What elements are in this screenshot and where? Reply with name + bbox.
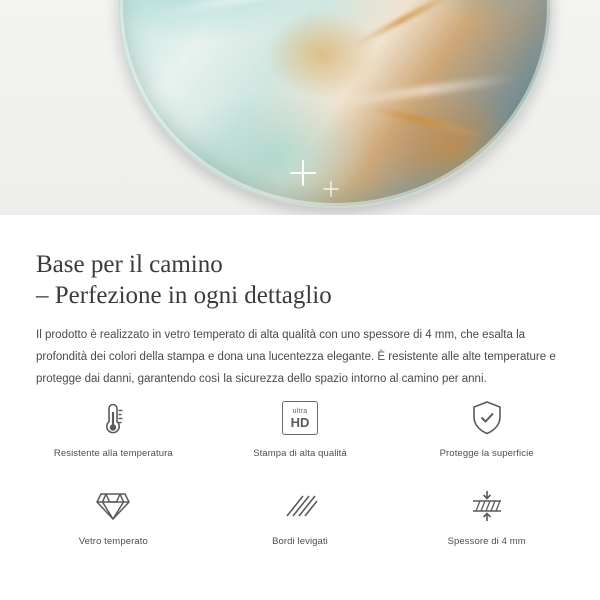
glass-plate-product-image: [118, 0, 552, 208]
feature-item-surface-protection: [393, 396, 580, 472]
feature-label: Protegge la superficie: [439, 448, 534, 459]
feature-label: Spessore di 4 mm: [447, 536, 526, 547]
feature-item-thickness: [393, 484, 580, 560]
thickness-arrows-icon: [467, 484, 507, 528]
diamond-icon: [93, 484, 133, 528]
footer-spacer: [0, 578, 600, 600]
ultra-hd-icon: [282, 396, 318, 440]
feature-item-tempered-glass: [20, 484, 207, 560]
ultra-hd-badge-bottom: HD: [290, 414, 310, 430]
feature-label: Resistente alla temperatura: [53, 448, 173, 459]
feature-label: Stampa di alta qualità: [253, 448, 347, 459]
ultra-hd-badge-top: ultra: [292, 407, 308, 415]
headline-line-1: Base per il camino: [36, 250, 223, 278]
feature-label: Bordi levigati: [272, 536, 328, 547]
thermometer-icon: [96, 396, 130, 440]
feature-item-polished-edges: [207, 484, 394, 560]
headline-line-2: – Perfezione in ogni dettaglio: [36, 281, 332, 309]
hero-image: [0, 0, 600, 215]
ultra-hd-badge: [282, 401, 318, 435]
feature-item-temperature: [20, 396, 207, 472]
feature-grid: [20, 396, 580, 560]
feature-item-print-quality: [207, 396, 394, 472]
page-title: [36, 249, 576, 311]
product-description-text: Il prodotto è realizzato in vetro temperato di alta qualità con uno spessore di 4 mm, che esalta la profondità dei colori della stampa e dona una lucentezza elegante. È resistente alle alte temperature e protegge dai danni, garantendo così la sicurezza dello spazio intorno al camino per anni.: [36, 328, 556, 385]
polished-edges-icon: [281, 484, 319, 528]
shield-check-icon: [468, 396, 506, 440]
feature-label: Vetro temperato: [78, 536, 148, 547]
